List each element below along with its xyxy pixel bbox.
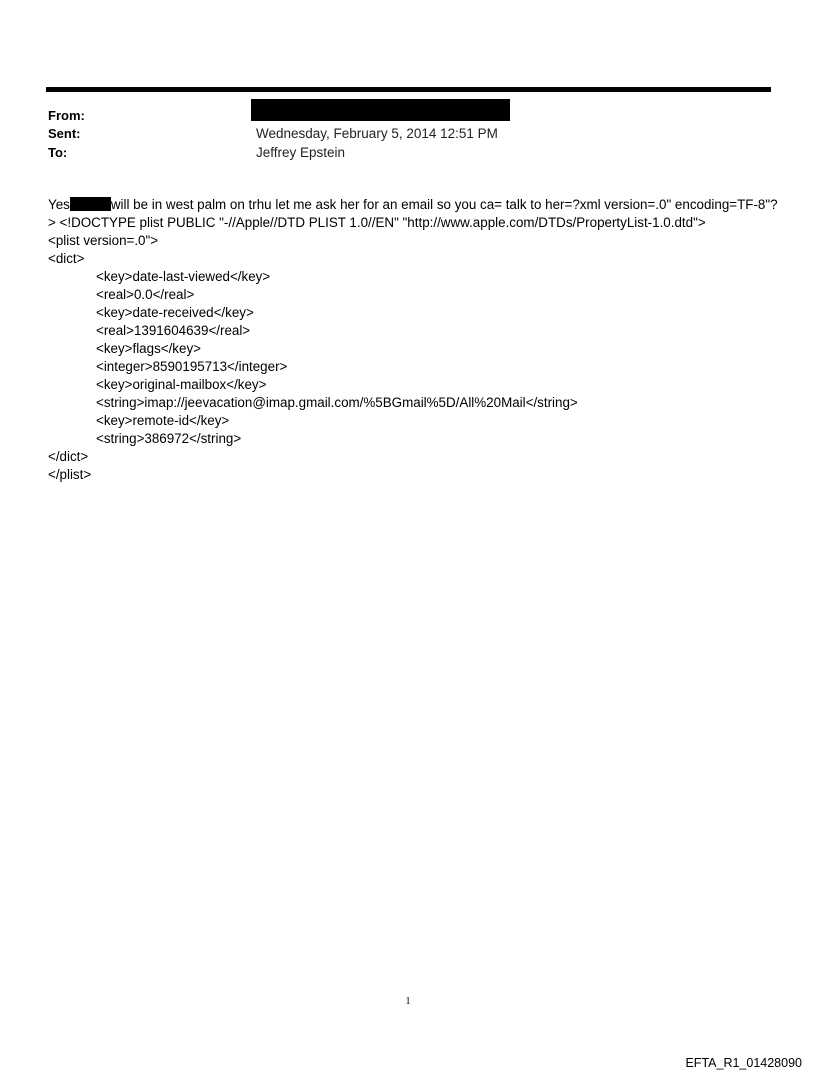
plist-line: <dict> [48, 251, 85, 266]
plist-line: </plist> [48, 467, 92, 482]
plist-line: <string>386972</string> [96, 431, 242, 446]
plist-line: <real>1391604639</real> [96, 323, 251, 338]
from-redaction [251, 99, 510, 121]
body-first-paragraph [48, 196, 778, 232]
header-rule [46, 87, 771, 92]
body-yes: Yes [48, 197, 70, 212]
name-redaction [70, 197, 111, 211]
sent-value: Wednesday, February 5, 2014 12:51 PM [256, 126, 498, 141]
plist-line: <string>imap://jeevacation@imap.gmail.com/%5BGmail%5D/All%20Mail</string> [96, 395, 578, 410]
body-first-text: will be in west palm on trhu let me ask her for an email so you ca= talk to her=?xml version=.0" encoding=TF-8"?> <!DOCTYPE plist PUBLIC "-//Apple//DTD PLIST 1.0//EN" "http://www.apple.com/DTDs/PropertyList-1.0.dtd"> [48, 197, 778, 230]
from-label: From: [48, 108, 85, 123]
plist-line: </dict> [48, 449, 89, 464]
to-value: Jeffrey Epstein [256, 145, 346, 160]
plist-line: <integer>8590195713</integer> [96, 359, 288, 374]
document-id: EFTA_R1_01428090 [685, 1056, 802, 1070]
plist-line: <real>0.0</real> [96, 287, 195, 302]
page-number: 1 [405, 996, 411, 1007]
plist-line: <key>flags</key> [96, 341, 201, 356]
plist-line: <key>date-last-viewed</key> [96, 269, 271, 284]
sent-label: Sent: [48, 126, 81, 141]
plist-line: <key>remote-id</key> [96, 413, 230, 428]
plist-line: <plist version=.0"> [48, 233, 159, 248]
plist-line: <key>original-mailbox</key> [96, 377, 267, 392]
plist-line: <key>date-received</key> [96, 305, 254, 320]
to-label: To: [48, 145, 68, 160]
email-body [48, 196, 778, 484]
